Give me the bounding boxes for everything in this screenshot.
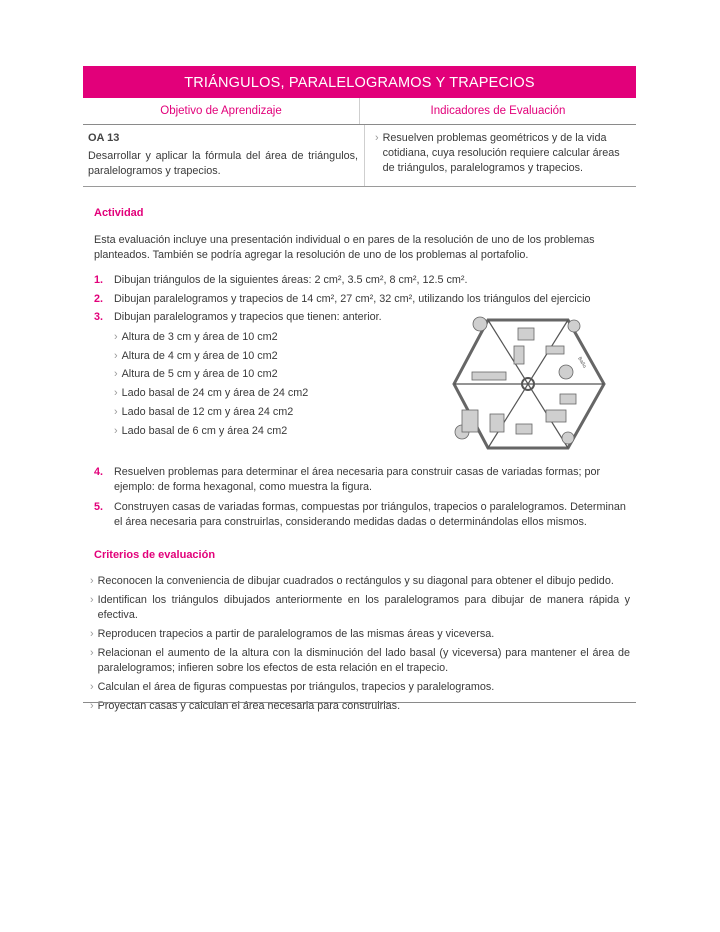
- chevron-right-icon: ›: [375, 132, 379, 144]
- chevron-right-icon: ›: [90, 647, 94, 659]
- list-item: › Altura de 5 cm y área de 10 cm2: [94, 365, 394, 384]
- hexagonal-house-figure: [450, 314, 610, 456]
- chevron-right-icon: ›: [114, 368, 118, 381]
- chevron-right-icon: ›: [114, 387, 118, 400]
- objective-code: OA 13: [88, 132, 120, 144]
- list-item: 2. Dibujan paralelogramos y trapecios de 14 cm², 27 cm², 32 cm², utilizando los triángulos del ejercicio: [94, 293, 591, 305]
- list-item: › Altura de 3 cm y área de 10 cm2: [94, 328, 394, 347]
- indicator-cell: [365, 125, 636, 186]
- criteria-title: Criterios de evaluación: [94, 549, 216, 561]
- chevron-right-icon: ›: [114, 424, 118, 437]
- objective-row: [83, 125, 636, 187]
- objective-description: Desarrollar y aplicar la fórmula del área de triángulos, paralelogramos y trapecios.: [88, 150, 358, 177]
- list-item: › Lado basal de 24 cm y área de 24 cm2: [94, 384, 394, 403]
- list-item: › Proyectan casas y calculan el área necesaria para construirlas.: [90, 700, 401, 712]
- chevron-right-icon: ›: [90, 628, 94, 640]
- chevron-right-icon: ›: [90, 700, 94, 712]
- criteria-list: [90, 574, 630, 714]
- figure-label: Baño: [576, 356, 588, 370]
- activity-intro: Esta evaluación incluye una presentación individual o en pares de la resolución de uno de los problemas planteados. También se podría agregar la resolución de uno de los problemas al portafolio.: [94, 234, 595, 261]
- list-item: › Lado basal de 12 cm y área 24 cm2: [94, 403, 394, 422]
- objective-cell: [83, 125, 365, 186]
- list-item: › Reproducen trapecios a partir de paralelogramos de las mismas áreas y viceversa.: [90, 628, 495, 640]
- page-title: TRIÁNGULOS, PARALELOGRAMOS Y TRAPECIOS: [83, 66, 636, 98]
- header-objective: Objetivo de Aprendizaje: [83, 98, 360, 124]
- chevron-right-icon: ›: [114, 405, 118, 418]
- list-item: › Calculan el área de figuras compuestas por triángulos, trapecios y paralelogramos.: [90, 681, 495, 693]
- chevron-right-icon: ›: [90, 575, 94, 587]
- list-item: › Lado basal de 6 cm y área 24 cm2: [94, 422, 394, 441]
- list-item: › Altura de 4 cm y área de 10 cm2: [94, 347, 394, 366]
- indicator-text: Resuelven problemas geométricos y de la vida cotidiana, cuya resolución requiere calcular áreas de triángulos, paralelogramos y trapecios.: [382, 132, 620, 174]
- list-item: › Relacionan el aumento de la altura con la disminución del lado basal (y viceversa) para mantener el área de paralelogramos; infieren sobre los efectos de esta relación en el trapecio.: [90, 647, 630, 674]
- header-table: [83, 66, 636, 187]
- chevron-right-icon: ›: [114, 349, 118, 362]
- activity-title: Actividad: [94, 207, 144, 219]
- bottom-divider: [83, 702, 636, 703]
- table-headers: [83, 98, 636, 125]
- list-item: 3. Dibujan paralelogramos y trapecios que tienen: anterior.: [94, 311, 382, 323]
- header-indicators: Indicadores de Evaluación: [430, 105, 566, 117]
- chevron-right-icon: ›: [90, 681, 94, 693]
- list-item: 4. Resuelven problemas para determinar el área necesaria para construir casas de variadas formas; por ejemplo: de forma hexagonal, como muestra la figura.: [94, 466, 601, 493]
- list-item: › Reconocen la conveniencia de dibujar cuadrados o rectángulos y su diagonal para obtener el dibujo pedido.: [90, 575, 614, 587]
- chevron-right-icon: ›: [90, 594, 94, 606]
- list-item: 5. Construyen casas de variadas formas, compuestas por triángulos, trapecios o paralelogramos. Determinan el área necesaria para construirlas, considerando medidas dadas o determinándolas ellos mismos.: [94, 501, 626, 528]
- list-item: › Identifican los triángulos dibujados anteriormente en los paralelogramos para dibujar de manera rápida y efectiva.: [90, 594, 630, 621]
- subitem-list: [94, 328, 394, 440]
- chevron-right-icon: ›: [114, 331, 118, 343]
- list-item: 1. Dibujan triángulos de la siguientes áreas: 2 cm², 3.5 cm², 8 cm², 12.5 cm².: [94, 274, 468, 286]
